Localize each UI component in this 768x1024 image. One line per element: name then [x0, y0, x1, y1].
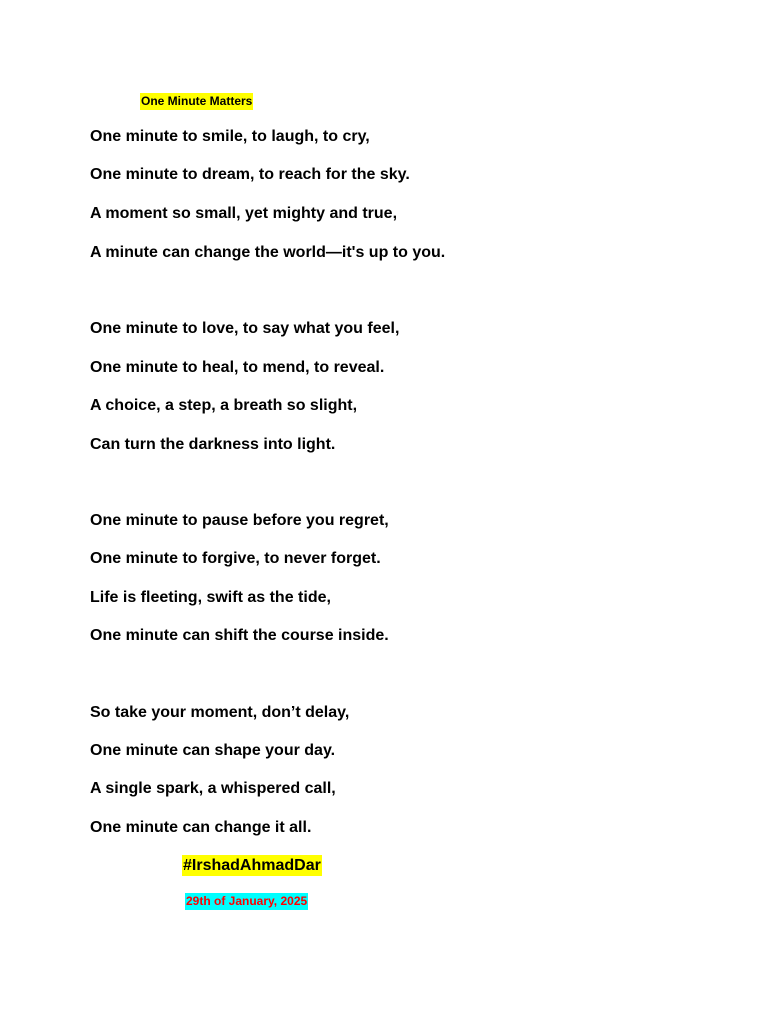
poem-line: One minute to heal, to mend, to reveal. — [90, 359, 385, 376]
poem-line: One minute to pause before you regret, — [90, 512, 389, 529]
poem-line: One minute can shape your day. — [90, 742, 336, 759]
poem-line: One minute to forgive, to never forget. — [90, 550, 381, 567]
poem-date: 29th of January, 2025 — [186, 894, 308, 908]
poem-title: One Minute Matters — [141, 94, 253, 108]
poem-line: A minute can change the world—it's up to you. — [90, 244, 446, 261]
poem-line: One minute can shift the course inside. — [90, 627, 389, 644]
poem-line: Can turn the darkness into light. — [90, 436, 336, 453]
poem-line: One minute to dream, to reach for the sky. — [90, 166, 410, 183]
poem-line: One minute to love, to say what you feel, — [90, 320, 400, 337]
poem-line: One minute can change it all. — [90, 819, 312, 836]
poem-line: A moment so small, yet mighty and true, — [90, 205, 398, 222]
poem-line: So take your moment, don’t delay, — [90, 704, 350, 721]
poem-line: A single spark, a whispered call, — [90, 780, 336, 797]
author-hashtag: #IrshadAhmadDar — [183, 857, 321, 874]
poem-line: Life is fleeting, swift as the tide, — [90, 589, 331, 606]
poem-line: One minute to smile, to laugh, to cry, — [90, 128, 370, 145]
poem-line: A choice, a step, a breath so slight, — [90, 397, 358, 414]
